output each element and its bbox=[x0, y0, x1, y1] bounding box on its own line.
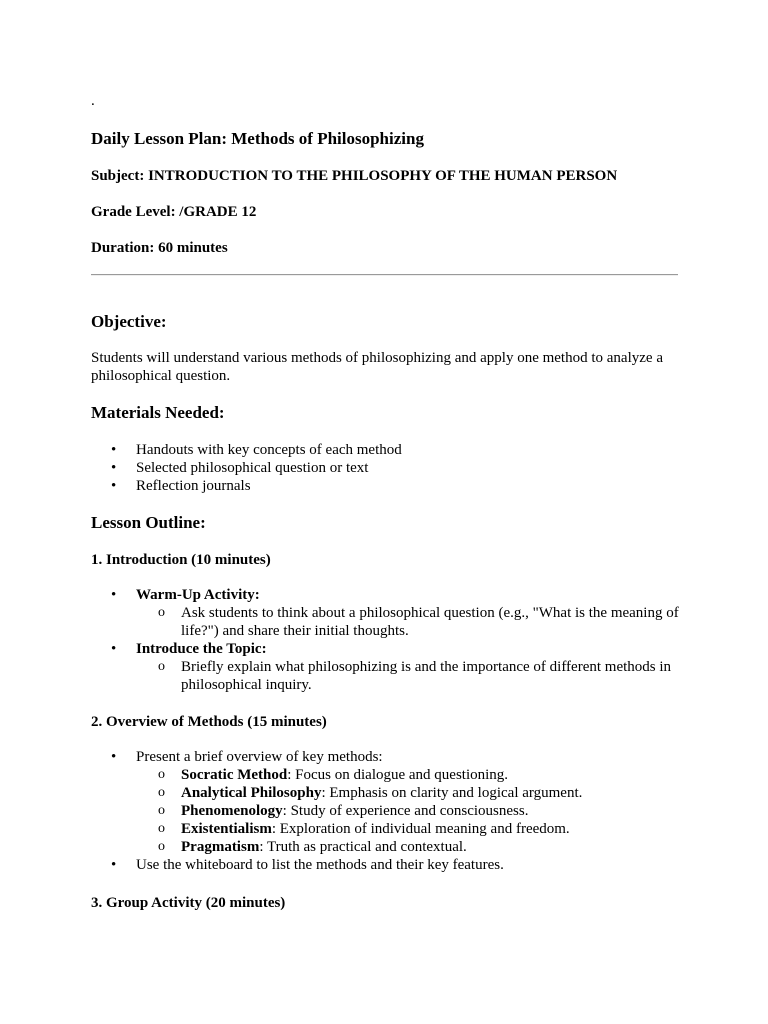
method-desc: : Focus on dialogue and questioning. bbox=[287, 767, 509, 783]
materials-list bbox=[91, 441, 679, 495]
sub-list-item bbox=[136, 784, 679, 802]
sub-bullet-icon: o bbox=[158, 803, 165, 818]
objective-heading: Objective: bbox=[91, 312, 167, 331]
list-item bbox=[91, 477, 679, 495]
introduction-heading: 1. Introduction (10 minutes) bbox=[91, 552, 271, 568]
subject-line: Subject: INTRODUCTION TO THE PHILOSOPHY OF THE HUMAN PERSON bbox=[91, 168, 618, 184]
sub-bullet-icon: o bbox=[158, 605, 165, 620]
topic-sublist bbox=[136, 658, 679, 694]
bullet-icon: • bbox=[111, 587, 117, 603]
method-desc: : Truth as practical and contextual. bbox=[259, 839, 467, 855]
list-item bbox=[91, 640, 679, 694]
bullet-icon: • bbox=[111, 478, 117, 494]
duration-line: Duration: 60 minutes bbox=[91, 240, 228, 256]
list-item bbox=[91, 459, 679, 477]
method-name: Socratic Method bbox=[181, 767, 288, 783]
bullet-icon: • bbox=[111, 460, 117, 476]
sub-bullet-icon: o bbox=[158, 659, 165, 674]
sub-bullet-icon: o bbox=[158, 767, 165, 782]
list-item-text: Reflection journals bbox=[136, 478, 251, 494]
sub-list-item bbox=[136, 604, 679, 640]
overview-lead-text: Present a brief overview of key methods: bbox=[136, 749, 383, 765]
bullet-icon: • bbox=[111, 749, 117, 765]
method-name: Analytical Philosophy bbox=[181, 785, 322, 801]
list-item bbox=[91, 441, 679, 459]
topic-label: Introduce the Topic: bbox=[136, 641, 267, 657]
methods-sublist bbox=[136, 766, 679, 856]
method-name: Phenomenology bbox=[181, 803, 283, 819]
materials-heading: Materials Needed: bbox=[91, 403, 225, 422]
sub-bullet-icon: o bbox=[158, 785, 165, 800]
method-desc: : Exploration of individual meaning and freedom. bbox=[271, 821, 570, 837]
introduction-list bbox=[91, 586, 679, 694]
list-item bbox=[91, 856, 679, 874]
method-desc: : Study of experience and consciousness. bbox=[282, 803, 529, 819]
sub-bullet-icon: o bbox=[158, 821, 165, 836]
method-name: Pragmatism bbox=[181, 839, 260, 855]
list-item-text: Handouts with key concepts of each method bbox=[136, 442, 402, 458]
list-item-text: Selected philosophical question or text bbox=[136, 460, 369, 476]
overview-closing-text: Use the whiteboard to list the methods and their key features. bbox=[136, 857, 504, 873]
list-item bbox=[91, 586, 679, 640]
horizontal-divider bbox=[91, 274, 678, 276]
objective-text: Students will understand various methods of philosophizing and apply one method to analyze a philosophical question. bbox=[91, 350, 663, 384]
warmup-sublist bbox=[136, 604, 679, 640]
method-desc: : Emphasis on clarity and logical argument. bbox=[321, 785, 583, 801]
group-activity-heading: 3. Group Activity (20 minutes) bbox=[91, 895, 286, 911]
bullet-icon: • bbox=[111, 641, 117, 657]
lesson-outline-heading: Lesson Outline: bbox=[91, 513, 206, 532]
warmup-label: Warm-Up Activity: bbox=[136, 587, 260, 603]
list-item bbox=[91, 748, 679, 856]
sub-list-item bbox=[136, 802, 679, 820]
overview-list bbox=[91, 748, 679, 874]
topic-text: Briefly explain what philosophizing is and the importance of different methods in philosophical inquiry. bbox=[181, 659, 672, 693]
bullet-icon: • bbox=[111, 857, 117, 873]
page-title: Daily Lesson Plan: Methods of Philosophizing bbox=[91, 129, 424, 148]
stray-dot: . bbox=[91, 93, 95, 109]
sub-list-item bbox=[136, 838, 679, 856]
warmup-text: Ask students to think about a philosophical question (e.g., "What is the meaning of life?") and share their initial thoughts. bbox=[181, 605, 679, 639]
method-name: Existentialism bbox=[181, 821, 272, 837]
sub-bullet-icon: o bbox=[158, 839, 165, 854]
bullet-icon: • bbox=[111, 442, 117, 458]
sub-list-item bbox=[136, 820, 679, 838]
grade-level-line: Grade Level: /GRADE 12 bbox=[91, 204, 257, 220]
overview-heading: 2. Overview of Methods (15 minutes) bbox=[91, 714, 327, 730]
sub-list-item bbox=[136, 766, 679, 784]
sub-list-item bbox=[136, 658, 679, 694]
